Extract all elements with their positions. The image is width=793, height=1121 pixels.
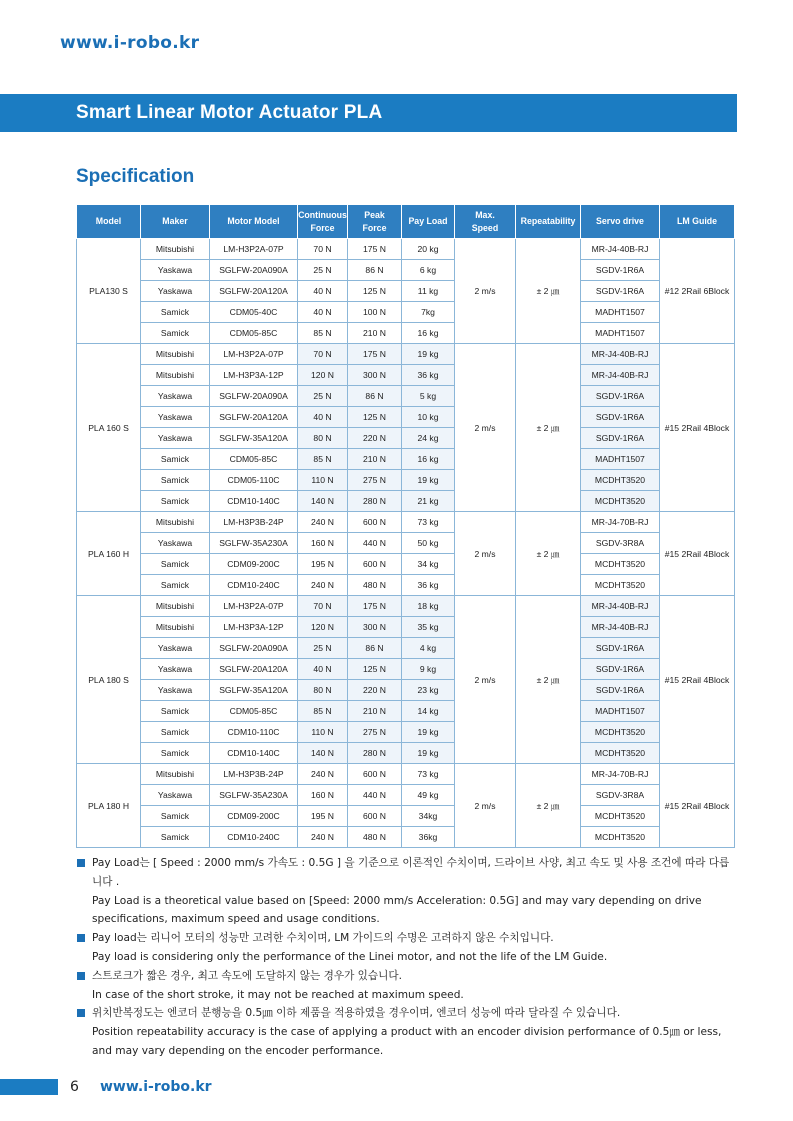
table-row [77,743,735,764]
peak-force-cell: 175 N [348,344,402,365]
motor-model-cell: SGLFW-20A090A [210,386,298,407]
title-bar [0,94,737,132]
motor-model-cell: SGLFW-20A090A [210,638,298,659]
lm-guide-cell: #15 2Rail 4Block [660,596,735,764]
servo-drive-cell: MR-J4-40B-RJ [581,344,660,365]
peak-force-cell: 480 N [348,575,402,596]
continuous-force-cell: 85 N [298,323,348,344]
maker-cell: Samick [141,554,210,575]
site-url-bottom[interactable]: www.i-robo.kr [100,1079,212,1095]
column-header: LM Guide [660,205,735,239]
maker-cell: Yaskawa [141,533,210,554]
motor-model-cell: LM-H3P3A-12P [210,365,298,386]
servo-drive-cell: MADHT1507 [581,302,660,323]
servo-drive-cell: MCDHT3520 [581,827,660,848]
column-header: Repeatability [516,205,581,239]
peak-force-cell: 280 N [348,743,402,764]
continuous-force-cell: 25 N [298,638,348,659]
continuous-force-cell: 40 N [298,302,348,323]
continuous-force-cell: 240 N [298,827,348,848]
max-speed-cell: 2 m/s [455,344,516,512]
note-item [76,854,736,929]
maker-cell: Yaskawa [141,638,210,659]
note-item [76,1004,736,1060]
motor-model-cell: CDM05-85C [210,323,298,344]
table-row [77,701,735,722]
servo-drive-cell: SGDV-1R6A [581,386,660,407]
maker-cell: Samick [141,323,210,344]
max-speed-cell: 2 m/s [455,239,516,344]
payload-cell: 9 kg [402,659,455,680]
maker-cell: Mitsubishi [141,512,210,533]
table-row [77,785,735,806]
table-row [77,386,735,407]
maker-cell: Mitsubishi [141,344,210,365]
continuous-force-cell: 70 N [298,344,348,365]
max-speed-cell: 2 m/s [455,764,516,848]
continuous-force-cell: 240 N [298,512,348,533]
repeatability-cell: ± 2 ㎛ [516,596,581,764]
payload-cell: 20 kg [402,239,455,260]
table-row [77,827,735,848]
continuous-force-cell: 40 N [298,281,348,302]
motor-model-cell: CDM05-110C [210,470,298,491]
motor-model-cell: CDM10-240C [210,575,298,596]
table-row [77,680,735,701]
continuous-force-cell: 40 N [298,659,348,680]
page-number: 6 [70,1079,79,1095]
servo-drive-cell: MR-J4-40B-RJ [581,617,660,638]
motor-model-cell: SGLFW-20A120A [210,659,298,680]
maker-cell: Yaskawa [141,281,210,302]
servo-drive-cell: MCDHT3520 [581,743,660,764]
note-korean: 위치반복정도는 엔코더 분행능을 0.5㎛ 이하 제품을 적용하였을 경우이며, 엔코더 성능에 따라 달라질 수 있습니다. [92,1007,621,1020]
motor-model-cell: CDM05-85C [210,701,298,722]
model-cell: PLA 160 H [77,512,141,596]
servo-drive-cell: MCDHT3520 [581,575,660,596]
peak-force-cell: 210 N [348,449,402,470]
servo-drive-cell: MADHT1507 [581,701,660,722]
note-korean: Pay Load는 [ Speed : 2000 mm/s 가속도 : 0.5G ] 을 기준으로 이론적인 수치이며, 드라이브 사양, 최고 속도 및 사용 조건에 따라 다릅니다 . [92,857,730,888]
peak-force-cell: 275 N [348,722,402,743]
servo-drive-cell: MR-J4-40B-RJ [581,239,660,260]
model-cell: PLA 180 S [77,596,141,764]
table-row [77,596,735,617]
peak-force-cell: 86 N [348,260,402,281]
table-body [77,239,735,848]
note-item [76,967,736,1005]
continuous-force-cell: 120 N [298,365,348,386]
peak-force-cell: 220 N [348,680,402,701]
peak-force-cell: 600 N [348,512,402,533]
peak-force-cell: 125 N [348,407,402,428]
lm-guide-cell: #15 2Rail 4Block [660,512,735,596]
motor-model-cell: CDM05-85C [210,449,298,470]
servo-drive-cell: SGDV-1R6A [581,281,660,302]
notes-list [76,854,736,1061]
maker-cell: Samick [141,743,210,764]
peak-force-cell: 600 N [348,554,402,575]
motor-model-cell: LM-H3P3B-24P [210,512,298,533]
payload-cell: 35 kg [402,617,455,638]
spec-table [76,204,735,848]
note-english: In case of the short stroke, it may not be reached at maximum speed. [92,988,464,1001]
servo-drive-cell: MCDHT3520 [581,722,660,743]
peak-force-cell: 125 N [348,281,402,302]
peak-force-cell: 86 N [348,638,402,659]
payload-cell: 34 kg [402,554,455,575]
peak-force-cell: 280 N [348,491,402,512]
maker-cell: Mitsubishi [141,365,210,386]
servo-drive-cell: MCDHT3520 [581,554,660,575]
servo-drive-cell: MR-J4-40B-RJ [581,596,660,617]
maker-cell: Samick [141,491,210,512]
payload-cell: 24 kg [402,428,455,449]
continuous-force-cell: 25 N [298,260,348,281]
motor-model-cell: SGLFW-35A230A [210,785,298,806]
servo-drive-cell: SGDV-1R6A [581,260,660,281]
continuous-force-cell: 120 N [298,617,348,638]
motor-model-cell: LM-H3P3B-24P [210,764,298,785]
peak-force-cell: 210 N [348,323,402,344]
table-row [77,239,735,260]
peak-force-cell: 275 N [348,470,402,491]
table-row [77,512,735,533]
motor-model-cell: SGLFW-20A120A [210,281,298,302]
repeatability-cell: ± 2 ㎛ [516,344,581,512]
motor-model-cell: CDM10-110C [210,722,298,743]
maker-cell: Samick [141,470,210,491]
note-korean: 스트로크가 짧은 경우, 최고 속도에 도달하지 않는 경우가 있습니다. [92,969,402,982]
maker-cell: Samick [141,449,210,470]
motor-model-cell: CDM09-200C [210,806,298,827]
peak-force-cell: 175 N [348,596,402,617]
note-english: Pay Load is a theoretical value based on [Speed: 2000 mm/s Acceleration: 0.5G] and may vary depending on drive specifications, maximum speed and usage conditions. [92,894,702,926]
servo-drive-cell: MR-J4-40B-RJ [581,365,660,386]
note-item [76,929,736,967]
continuous-force-cell: 240 N [298,764,348,785]
motor-model-cell: SGLFW-35A120A [210,428,298,449]
motor-model-cell: SGLFW-20A120A [210,407,298,428]
peak-force-cell: 175 N [348,239,402,260]
payload-cell: 16 kg [402,323,455,344]
column-header: Servo drive [581,205,660,239]
maker-cell: Samick [141,302,210,323]
maker-cell: Samick [141,827,210,848]
payload-cell: 36kg [402,827,455,848]
table-row [77,344,735,365]
model-cell: PLA 160 S [77,344,141,512]
peak-force-cell: 86 N [348,386,402,407]
continuous-force-cell: 195 N [298,806,348,827]
servo-drive-cell: MR-J4-70B-RJ [581,764,660,785]
maker-cell: Mitsubishi [141,764,210,785]
table-row [77,638,735,659]
payload-cell: 23 kg [402,680,455,701]
max-speed-cell: 2 m/s [455,596,516,764]
servo-drive-cell: SGDV-3R8A [581,533,660,554]
payload-cell: 73 kg [402,512,455,533]
maker-cell: Samick [141,722,210,743]
payload-cell: 19 kg [402,344,455,365]
max-speed-cell: 2 m/s [455,512,516,596]
table-row [77,323,735,344]
page-title: Smart Linear Motor Actuator PLA [76,102,383,123]
table-row [77,281,735,302]
continuous-force-cell: 160 N [298,533,348,554]
payload-cell: 21 kg [402,491,455,512]
table-row [77,722,735,743]
maker-cell: Yaskawa [141,659,210,680]
note-english: Position repeatability accuracy is the case of applying a product with an encoder division performance of 0.5㎛ or less, and may vary depending on the encoder performance. [92,1026,722,1057]
continuous-force-cell: 70 N [298,596,348,617]
payload-cell: 16 kg [402,449,455,470]
peak-force-cell: 125 N [348,659,402,680]
maker-cell: Mitsubishi [141,596,210,617]
peak-force-cell: 100 N [348,302,402,323]
motor-model-cell: SGLFW-35A230A [210,533,298,554]
servo-drive-cell: MR-J4-70B-RJ [581,512,660,533]
payload-cell: 4 kg [402,638,455,659]
table-row [77,533,735,554]
maker-cell: Samick [141,575,210,596]
column-header: Motor Model [210,205,298,239]
servo-drive-cell: SGDV-3R8A [581,785,660,806]
column-header: Continuous Force [298,205,348,239]
lm-guide-cell: #12 2Rail 6Block [660,239,735,344]
continuous-force-cell: 25 N [298,386,348,407]
servo-drive-cell: SGDV-1R6A [581,638,660,659]
peak-force-cell: 300 N [348,617,402,638]
continuous-force-cell: 110 N [298,722,348,743]
continuous-force-cell: 80 N [298,428,348,449]
table-row [77,491,735,512]
servo-drive-cell: MCDHT3520 [581,806,660,827]
lm-guide-cell: #15 2Rail 4Block [660,344,735,512]
column-header: Pay Load [402,205,455,239]
payload-cell: 14 kg [402,701,455,722]
table-row [77,449,735,470]
motor-model-cell: CDM10-140C [210,743,298,764]
table-row [77,407,735,428]
continuous-force-cell: 140 N [298,743,348,764]
continuous-force-cell: 240 N [298,575,348,596]
motor-model-cell: LM-H3P3A-12P [210,617,298,638]
square-bullet-icon [77,972,85,980]
servo-drive-cell: MCDHT3520 [581,491,660,512]
motor-model-cell: SGLFW-35A120A [210,680,298,701]
motor-model-cell: LM-H3P2A-07P [210,596,298,617]
maker-cell: Samick [141,701,210,722]
table-row [77,554,735,575]
motor-model-cell: CDM10-240C [210,827,298,848]
continuous-force-cell: 40 N [298,407,348,428]
column-header: Peak Force [348,205,402,239]
table-row [77,470,735,491]
motor-model-cell: CDM05-40C [210,302,298,323]
repeatability-cell: ± 2 ㎛ [516,764,581,848]
section-title: Specification [76,166,195,187]
payload-cell: 5 kg [402,386,455,407]
column-header: Max. Speed [455,205,516,239]
column-header: Maker [141,205,210,239]
motor-model-cell: CDM09-200C [210,554,298,575]
payload-cell: 11 kg [402,281,455,302]
motor-model-cell: LM-H3P2A-07P [210,239,298,260]
square-bullet-icon [77,934,85,942]
continuous-force-cell: 160 N [298,785,348,806]
peak-force-cell: 300 N [348,365,402,386]
note-english: Pay load is considering only the performance of the Linei motor, and not the life of the LM Guide. [92,950,608,963]
table-row [77,575,735,596]
payload-cell: 50 kg [402,533,455,554]
table-row [77,659,735,680]
motor-model-cell: SGLFW-20A090A [210,260,298,281]
maker-cell: Yaskawa [141,428,210,449]
maker-cell: Yaskawa [141,680,210,701]
servo-drive-cell: SGDV-1R6A [581,680,660,701]
peak-force-cell: 600 N [348,806,402,827]
payload-cell: 10 kg [402,407,455,428]
payload-cell: 49 kg [402,785,455,806]
payload-cell: 36 kg [402,575,455,596]
table-row [77,365,735,386]
square-bullet-icon [77,1009,85,1017]
lm-guide-cell: #15 2Rail 4Block [660,764,735,848]
continuous-force-cell: 140 N [298,491,348,512]
payload-cell: 19 kg [402,722,455,743]
payload-cell: 73 kg [402,764,455,785]
peak-force-cell: 210 N [348,701,402,722]
table-row [77,806,735,827]
table-row [77,302,735,323]
continuous-force-cell: 85 N [298,701,348,722]
footer-bar [0,1079,58,1095]
payload-cell: 34kg [402,806,455,827]
payload-cell: 19 kg [402,743,455,764]
payload-cell: 7kg [402,302,455,323]
payload-cell: 36 kg [402,365,455,386]
maker-cell: Yaskawa [141,785,210,806]
square-bullet-icon [77,859,85,867]
model-cell: PLA 180 H [77,764,141,848]
maker-cell: Mitsubishi [141,617,210,638]
peak-force-cell: 440 N [348,785,402,806]
servo-drive-cell: SGDV-1R6A [581,659,660,680]
peak-force-cell: 600 N [348,764,402,785]
table-row [77,260,735,281]
table-row [77,764,735,785]
maker-cell: Samick [141,806,210,827]
continuous-force-cell: 80 N [298,680,348,701]
servo-drive-cell: MADHT1507 [581,449,660,470]
column-header: Model [77,205,141,239]
maker-cell: Yaskawa [141,407,210,428]
site-url-top[interactable]: www.i-robo.kr [60,33,200,53]
maker-cell: Yaskawa [141,260,210,281]
payload-cell: 19 kg [402,470,455,491]
table-header-row [77,205,735,239]
servo-drive-cell: SGDV-1R6A [581,428,660,449]
servo-drive-cell: SGDV-1R6A [581,407,660,428]
peak-force-cell: 440 N [348,533,402,554]
continuous-force-cell: 110 N [298,470,348,491]
repeatability-cell: ± 2 ㎛ [516,512,581,596]
table-row [77,428,735,449]
maker-cell: Mitsubishi [141,239,210,260]
peak-force-cell: 220 N [348,428,402,449]
servo-drive-cell: MADHT1507 [581,323,660,344]
maker-cell: Yaskawa [141,386,210,407]
payload-cell: 18 kg [402,596,455,617]
note-korean: Pay load는 리니어 모터의 성능만 고려한 수치이며, LM 가이드의 수명은 고려하지 않은 수치입니다. [92,932,554,945]
payload-cell: 6 kg [402,260,455,281]
servo-drive-cell: MCDHT3520 [581,470,660,491]
continuous-force-cell: 70 N [298,239,348,260]
repeatability-cell: ± 2 ㎛ [516,239,581,344]
model-cell: PLA130 S [77,239,141,344]
continuous-force-cell: 195 N [298,554,348,575]
continuous-force-cell: 85 N [298,449,348,470]
motor-model-cell: LM-H3P2A-07P [210,344,298,365]
table-row [77,617,735,638]
motor-model-cell: CDM10-140C [210,491,298,512]
peak-force-cell: 480 N [348,827,402,848]
